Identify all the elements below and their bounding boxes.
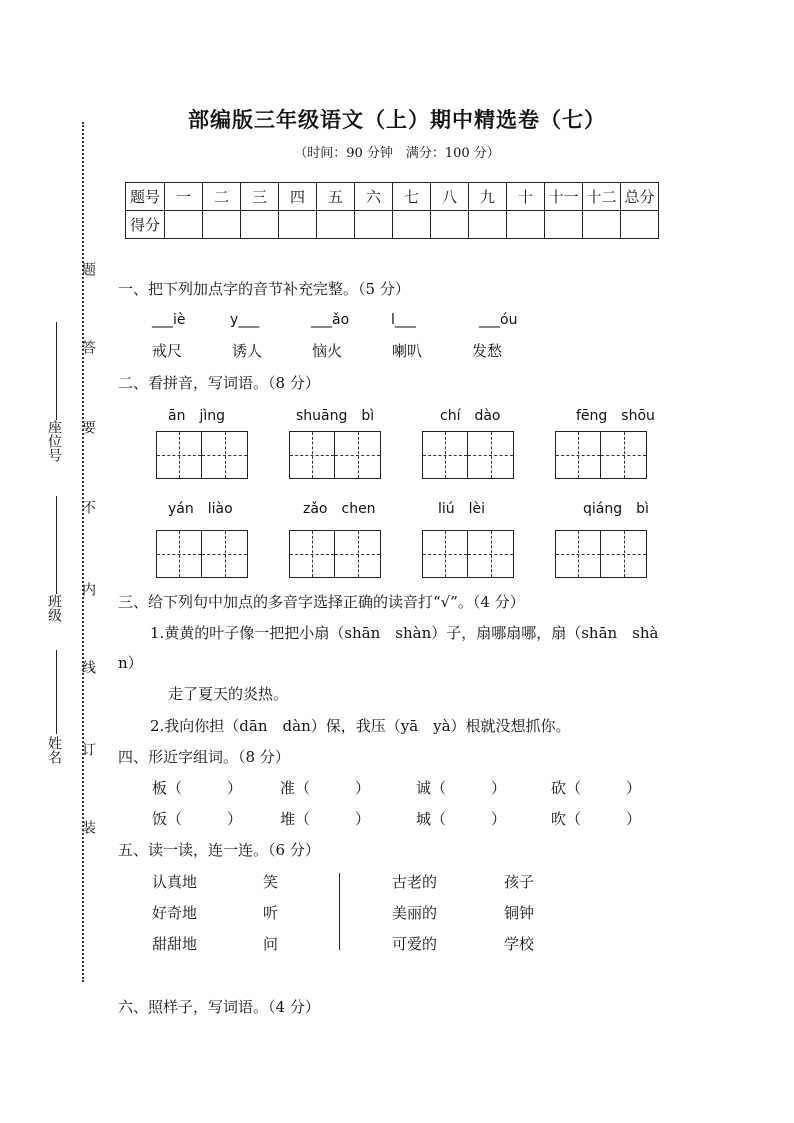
pinyin-prompt: shuāng bì — [296, 408, 375, 424]
score-header-cell: 四 — [279, 183, 317, 211]
binding-char: 要 — [80, 420, 96, 434]
writing-grid[interactable] — [289, 530, 381, 578]
word: 诱人 — [232, 342, 263, 360]
writing-grid[interactable] — [422, 431, 514, 479]
score-header-cell: 九 — [469, 183, 507, 211]
pinyin-prompt: zǎo chen — [303, 501, 376, 517]
word: 戒尺 — [152, 342, 183, 360]
binding-char: 线 — [80, 660, 96, 674]
pinyin-blank[interactable]: ___iè — [152, 312, 186, 328]
binding-dotted-line — [82, 122, 84, 982]
score-header-cell: 十二 — [583, 183, 621, 211]
name-label: 姓名 — [46, 736, 62, 764]
word: 喇叭 — [392, 342, 423, 360]
score-cell[interactable] — [317, 211, 355, 239]
word-blank[interactable]: 城（ ） — [416, 810, 507, 828]
score-cell[interactable] — [355, 211, 393, 239]
score-cell[interactable] — [545, 211, 583, 239]
score-header-cell: 一 — [165, 183, 203, 211]
score-header-cell: 二 — [203, 183, 241, 211]
pinyin-blank[interactable]: ___ǎo — [311, 312, 350, 328]
match-item[interactable]: 甜甜地 — [152, 935, 198, 953]
binding-char: 答 — [80, 340, 96, 354]
score-cell[interactable] — [583, 211, 621, 239]
writing-grid[interactable] — [422, 530, 514, 578]
word-blank[interactable]: 准（ ） — [280, 779, 371, 797]
score-cell[interactable] — [165, 211, 203, 239]
section-3-heading: 三、给下列句中加点的多音字选择正确的读音打“√”。（4 分） — [118, 593, 525, 611]
pinyin-prompt: yán liào — [168, 501, 233, 517]
sentence-1-cont: 走了夏天的炎热。 — [168, 685, 289, 703]
writing-grid[interactable] — [555, 530, 647, 578]
score-header-cell: 十一 — [545, 183, 583, 211]
score-table-header-row — [126, 183, 659, 211]
match-item[interactable]: 好奇地 — [152, 904, 198, 922]
score-header-cell: 八 — [431, 183, 469, 211]
score-cell[interactable] — [507, 211, 545, 239]
score-header-cell: 五 — [317, 183, 355, 211]
binding-char: 装 — [80, 820, 96, 834]
match-item[interactable]: 笑 — [263, 873, 279, 891]
match-item[interactable]: 铜钟 — [504, 904, 535, 922]
word-blank[interactable]: 砍（ ） — [551, 779, 642, 797]
score-table — [125, 182, 659, 239]
pinyin-prompt: liú lèi — [438, 501, 486, 517]
score-cell[interactable] — [621, 211, 659, 239]
column-divider — [339, 873, 340, 950]
score-cell[interactable] — [203, 211, 241, 239]
match-item[interactable]: 美丽的 — [392, 904, 438, 922]
score-row-label: 得分 — [126, 211, 165, 239]
word-blank[interactable]: 堆（ ） — [280, 810, 371, 828]
match-item[interactable]: 听 — [263, 904, 279, 922]
pinyin-blank[interactable]: l___ — [391, 312, 416, 328]
score-cell[interactable] — [241, 211, 279, 239]
pinyin-blank[interactable]: ___óu — [479, 312, 518, 328]
writing-grid[interactable] — [156, 530, 248, 578]
binding-char: 订 — [80, 742, 96, 756]
match-item[interactable]: 学校 — [504, 935, 535, 953]
match-item[interactable]: 古老的 — [392, 873, 438, 891]
match-item[interactable]: 认真地 — [152, 873, 198, 891]
sentence-2: 2.我向你担（dān dàn）保，我压（yā yà）根就没想抓你。 — [150, 717, 571, 735]
match-item[interactable]: 可爱的 — [392, 935, 438, 953]
writing-grid[interactable] — [289, 431, 381, 479]
score-table-score-row — [126, 211, 659, 239]
seat-number-label: 座位号 — [46, 420, 62, 462]
word-blank[interactable]: 饭（ ） — [152, 810, 243, 828]
word: 恼火 — [312, 342, 343, 360]
word-blank[interactable]: 板（ ） — [152, 779, 243, 797]
score-cell[interactable] — [431, 211, 469, 239]
class-line[interactable] — [56, 496, 57, 594]
section-4-heading: 四、形近字组词。（8 分） — [118, 748, 290, 766]
sentence-1: 1.黄黄的叶子像一把把小扇（shān shàn）子，扇哪扇哪，扇（shān shà — [150, 624, 659, 642]
writing-grid[interactable] — [156, 431, 248, 479]
pinyin-prompt: ān jìng — [168, 408, 225, 424]
section-6-heading: 六、照样子，写词语。（4 分） — [118, 998, 320, 1016]
pinyin-prompt: fēng shōu — [576, 408, 655, 424]
score-cell[interactable] — [469, 211, 507, 239]
pinyin-prompt: qiáng bì — [583, 501, 649, 517]
score-header-cell: 六 — [355, 183, 393, 211]
page-subtitle: （时间：90 分钟 满分：100 分） — [294, 146, 500, 161]
score-header-cell: 十 — [507, 183, 545, 211]
pinyin-blank[interactable]: y___ — [230, 312, 260, 328]
binding-char: 内 — [80, 582, 96, 596]
word-blank[interactable]: 诚（ ） — [416, 779, 507, 797]
score-header-cell: 三 — [241, 183, 279, 211]
match-item[interactable]: 问 — [263, 935, 279, 953]
pinyin-prompt: chí dào — [440, 408, 501, 424]
class-label: 班级 — [46, 594, 62, 622]
page-title: 部编版三年级语文（上）期中精选卷（七） — [188, 107, 606, 132]
score-header-cell: 题号 — [126, 183, 165, 211]
section-2-heading: 二、看拼音，写词语。（8 分） — [118, 374, 320, 392]
word-blank[interactable]: 吹（ ） — [551, 810, 642, 828]
score-cell[interactable] — [393, 211, 431, 239]
score-header-cell: 总分 — [621, 183, 659, 211]
section-1-heading: 一、把下列加点字的音节补充完整。（5 分） — [118, 280, 410, 298]
word: 发愁 — [472, 342, 503, 360]
sentence-1-wrap: n） — [118, 654, 143, 672]
name-line[interactable] — [56, 650, 57, 734]
section-5-heading: 五、读一读，连一连。（6 分） — [118, 841, 320, 859]
seat-number-line[interactable] — [56, 322, 57, 420]
score-header-cell: 七 — [393, 183, 431, 211]
score-cell[interactable] — [279, 211, 317, 239]
writing-grid[interactable] — [555, 431, 647, 479]
binding-char: 题 — [80, 262, 96, 276]
match-item[interactable]: 孩子 — [504, 873, 535, 891]
binding-char: 不 — [80, 500, 96, 514]
